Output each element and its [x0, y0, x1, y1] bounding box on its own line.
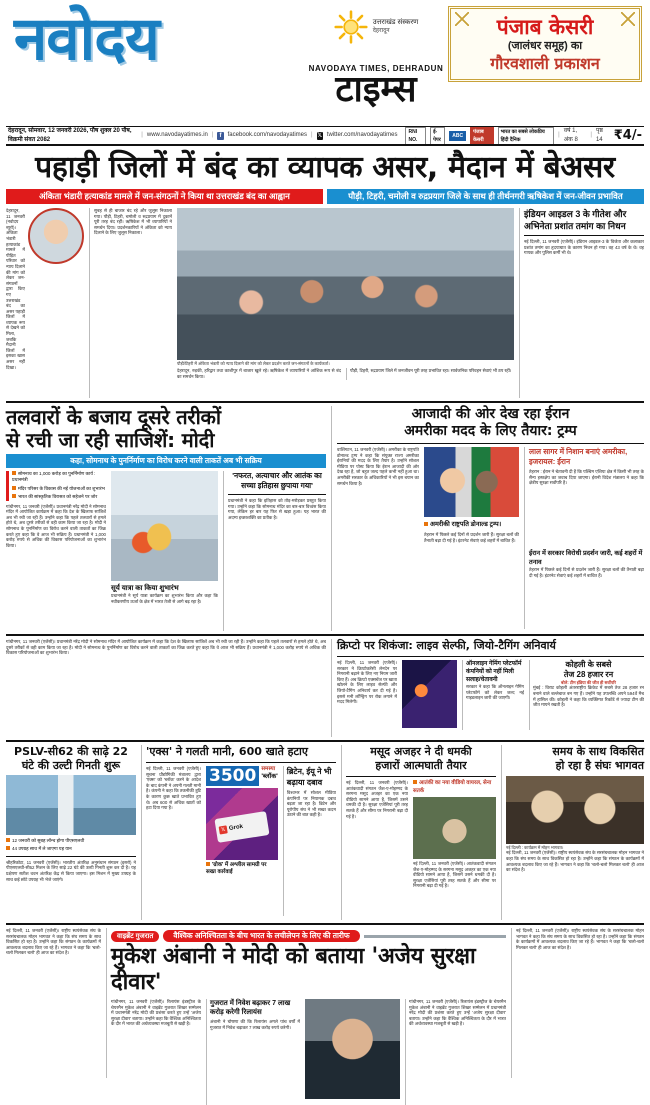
english-title: NAVODAYA TIMES, DEHRADUN [308, 64, 444, 73]
ambani-right-col [511, 928, 644, 1078]
strip-divider-2: | [211, 132, 214, 138]
ambani-photo-col [305, 999, 400, 1105]
strip-divider-1: | [141, 132, 143, 138]
bullet-icon [6, 838, 10, 842]
bhagwat-head-2: हो रहा है संघः भागवत [555, 759, 644, 772]
crypto-text-col [337, 660, 397, 730]
modi-bullet-0: सोमनाथ का 1,000 करोड़ का पुनर्निर्माण कार्य : प्रधानमंत्री [12, 471, 96, 483]
edition-text [373, 18, 419, 36]
modi-kicker: कहा, सोमनाथ के पुनर्निर्माण का विरोध करने वाली ताकतें अब भी सक्रिय [6, 454, 326, 468]
modi-photo-col [111, 471, 218, 631]
bhagwat-body: नई दिल्ली, 11 जनवरी (एजेंसी)। राष्ट्रीय स्वयंसेवक संघ के सरसंघचालक मोहन भागवत ने कहा कि संघ समय के साथ विकसित हो रहा है। उन्होंने कहा कि संगठन के कार्यक्रमों में आवश्यक बदलाव किए जा रहे हैं। भागवत ने कहा कि 'चलो-चलो मिलकर चलो' ही आज का संदेश है। [506, 850, 644, 873]
lead-story-row [6, 208, 644, 398]
modi-body: गांधीनगर, 11 जनवरी (एजेंसी)। प्रधानमंत्री नरेंद्र मोदी ने सोमनाथ मंदिर में आयोजित कार्यक्रम में कहा कि देश के खिलाफ साजिशें अब भी रची जा रही हैं। उन्होंने कहा कि पहले तलवारों से हमले होते थे, अब दूसरे तरीकों से वही काम किया जा रहा है। मोदी ने सोमनाथ के पुनर्निर्माण का विरोध करने वाली ताकतों का जिक्र करते हुए कहा कि वे आज भी सक्रिय हैं। प्रधानमंत्री ने 1,000 करोड़ रुपये से अधिक की विकास परियोजनाओं का शुभारंभ किया। [6, 503, 106, 548]
crypto-headline: क्रिप्टो पर शिकंजा: लाइव सेल्फी, जियो-टैगिंग अनिवार्य [337, 639, 556, 652]
iran-sidebox [524, 447, 644, 629]
tamang-body: नई दिल्ली, 11 जनवरी (एजेंसी)। इंडियन आइडल-3 के विजेता और कलाकार प्रशांत तमांग का हृदयाघात के कारण निधन हो गया। वह 43 वर्ष के थे। वह गायक और पुलिस कर्मी भी थे। [524, 239, 644, 256]
lead-col-2-text [94, 208, 172, 394]
crypto-box [462, 660, 524, 730]
lead-headline: पहाड़ी जिलों में बंद का व्यापक असर, मैदान में बेअसर [35, 150, 615, 185]
masthead-logo-block [6, 6, 304, 72]
masood-content-row [346, 780, 496, 916]
grok-caption: 'ग्रोक' में अश्लील सामग्री पर सख्त कार्रवाई [206, 862, 267, 875]
ambani-main [106, 928, 506, 1078]
masood-azhar-photo [413, 797, 496, 859]
masood-rule [346, 776, 496, 777]
iran-rule [337, 443, 644, 444]
bhagwat-caption: नई दिल्ली : कार्यक्रम में मोहन भागवत। [506, 845, 564, 850]
modi-sidebox-body: प्रधानमंत्री ने कहा कि इतिहास को तोड़-मरोड़कर प्रस्तुत किया गया। उन्होंने कहा कि सोमनाथ मंदिर का बार-बार विध्वंस किया गया, लेकिन हर बार यह फिर से खड़ा हुआ। यह भारत की अदम्य इच्छाशक्ति का प्रतीक है। [228, 498, 326, 520]
modi-sub2-body: प्रधानमंत्री ने सूर्य यात्रा कार्यक्रम का शुभारंभ किया और कहा कि नवीकरणीय ऊर्जा के क्षेत्र में भारत तेजी से आगे बढ़ रहा है। [111, 593, 218, 604]
facebook-link[interactable]: facebook.com/navodayatimes [227, 132, 308, 138]
section-rule-3 [6, 740, 644, 742]
lead-col-1 [6, 208, 84, 398]
modi-lower-filler [6, 639, 326, 737]
ankita-portrait [28, 208, 84, 264]
modi-continued-body: गांधीनगर, 11 जनवरी (एजेंसी)। प्रधानमंत्री नरेंद्र मोदी ने सोमनाथ मंदिर में आयोजित कार्यक्रम में कहा कि देश के खिलाफ साजिशें अब भी रची जा रही हैं। उन्होंने कहा कि पहले तलवारों से हमले होते थे, अब दूसरे तरीकों से वही काम किया जा रहा है। मोदी ने सोमनाथ के पुनर्निर्माण का विरोध करने वाली ताकतों का जिक्र करते हुए कहा कि वे आज भी सक्रिय हैं। प्रधानमंत्री ने 1,000 करोड़ रुपये से अधिक की विकास परियोजनाओं का शुभारंभ किया। [6, 639, 326, 656]
bullet-icon [12, 486, 16, 490]
lead-sub-banners [6, 189, 644, 204]
member-chip: पंजाब केसरी [470, 127, 494, 145]
iran-photo-body: तेहरान में पिछले कई दिनों से प्रदर्शन जारी हैं। सुरक्षा बलों की तैनाती बढ़ा दी गई है। इंटरनेट सेवाएं कई शहरों में बाधित हैं। [424, 532, 519, 543]
xcorp-story [141, 745, 336, 920]
pill-rule [364, 935, 506, 938]
pslv-story [6, 745, 136, 920]
ambani-text-col [111, 999, 201, 1105]
section-rule-2 [6, 634, 644, 636]
masood-head-2: हजारों आत्मघाती तैयार [375, 759, 467, 772]
twitter-link[interactable]: twitter.com/navodayatimes [326, 132, 398, 138]
modi-content-row [6, 471, 326, 631]
ambani-sub-col [206, 999, 300, 1105]
iran-photo-col [424, 447, 519, 629]
modi-sub2-head: सूर्य यात्रा का किया शुभारंभ [111, 585, 179, 592]
masthead-info-strip [6, 126, 644, 146]
ambani-body: गांधीनगर, 11 जनवरी (एजेंसी)। रिलायंस इंडस्ट्रीज के चेयरमैन मुकेश अंबानी ने वाइब्रेंट गुजरात शिखर सम्मेलन में प्रधानमंत्री नरेंद्र मोदी की प्रशंसा करते हुए उन्हें 'अजेय सुरक्षा दीवार' बताया। उन्होंने कहा कि वैश्विक अनिश्चितता के दौर में भारत की अर्थव्यवस्था मजबूती से खड़ी है। [111, 999, 201, 1027]
somnath-trident-photo [111, 471, 218, 581]
ambani-row [6, 928, 644, 1078]
ambani-right-body: नई दिल्ली, 11 जनवरी (एजेंसी)। राष्ट्रीय स्वयंसेवक संघ के सरसंघचालक मोहन भागवत ने कहा कि संघ समय के साथ विकसित हो रहा है। उन्होंने कहा कि संगठन के कार्यक्रमों में आवश्यक बदलाव किए जा रहे हैं। भागवत ने कहा कि 'चलो-चलो मिलकर चलो' ही आज का संदेश है। [516, 928, 644, 950]
modi-bullet-1: मंदिर परिसर के विकास की नई योजनाओं का शुभारंभ [12, 486, 106, 492]
kohli-head-1: कोहली के सबसे [565, 660, 612, 669]
bullet-icon [424, 522, 428, 526]
website-link[interactable]: www.navodayatimes.in [146, 132, 208, 138]
masthead [6, 0, 644, 126]
mukesh-ambani-photo [305, 999, 400, 1099]
xcorp-box-head: ब्रिटेन, ईयू ने भी बढ़ाया दबाव [286, 767, 332, 787]
stat-label-top: समस्या [261, 766, 276, 772]
grok-card [214, 811, 269, 843]
strip-divider-3: | [311, 132, 313, 138]
ambani-filler-body: नई दिल्ली, 11 जनवरी (एजेंसी)। राष्ट्रीय स्वयंसेवक संघ के सरसंघचालक मोहन भागवत ने कहा कि संघ समय के साथ विकसित हो रहा है। उन्होंने कहा कि संगठन के कार्यक्रमों में आवश्यक बदलाव किए जा रहे हैं। भागवत ने कहा कि 'चलो-चलो मिलकर चलो' ही आज का संदेश है। [6, 928, 101, 956]
group-chip: भारत का सबसे लोकप्रिय हिंदी दैनिक [498, 127, 555, 145]
strip-divider-5: | [590, 132, 592, 138]
iran-box-body: तेहरान : ईरान ने चेतावनी दी है कि पश्चिम एशिया क्षेत्र में किसी भी तरह के सैन्य हस्तक्षेप का जवाब दिया जाएगा। ईरानी विदेश मंत्रालय ने कहा कि क्षेत्रीय सुरक्षा सर्वोपरि है। [529, 469, 644, 486]
protest-photo [177, 208, 514, 360]
lead-foot-2: पौड़ी, टिहरी, रुद्रप्रयाग जिले में जनजीवन पूरी तरह प्रभावित रहा। सार्वजनिक परिवहन सेवाएं भी ठप रहीं। [346, 368, 514, 379]
modi-sidebox-rule [228, 494, 326, 495]
masthead-center-block [304, 6, 448, 109]
xcorp-text-col [146, 766, 201, 916]
masood-story [341, 745, 496, 920]
bullet-icon [12, 494, 16, 498]
punjab-kesari-box [448, 6, 642, 82]
epaper-chip[interactable]: ई-पेपर [430, 127, 445, 145]
kohli-story [529, 660, 644, 730]
masood-body: नई दिल्ली, 11 जनवरी (एजेंसी)। आतंकवादी संगठन जैश-ए-मोहम्मद के सरगना मसूद अजहर का एक नया वीडियो सामने आया है, जिसमें उसने धमकी दी है। सुरक्षा एजेंसियां पूरी तरह सतर्क हैं और सीमा पर निगरानी बढ़ा दी गई है। [346, 780, 408, 819]
facebook-icon[interactable]: f [217, 132, 223, 140]
iran-headline-line-2: अमरीका मदद के लिए तैयार: ट्रम्प [404, 423, 577, 439]
iran-text-col [337, 447, 419, 629]
masood-photo-col [413, 780, 496, 916]
bhagwat-head-1: समय के साथ विकसित [552, 745, 644, 758]
masood-kicker: आतंकी का नया वीडियो वायरल, सेना सतर्क [413, 780, 492, 794]
place-date: देहरादून, सोमवार, 12 जनवरी 2026, पौष शुक्ल 20 पौष, विक्रमी संवत 2082 [8, 127, 132, 143]
modi-bullet-2: भारत की सांस्कृतिक विरासत को सहेजने पर जोर [12, 494, 106, 500]
iran-body: वाशिंगटन, 11 जनवरी (एजेंसी)। अमरीका के राष्ट्रपति डोनाल्ड ट्रम्प ने कहा कि संयुक्त राज्य अमरीका ईरानियों की मदद के लिए तैयार है। उन्होंने सोशल मीडिया पर पोस्ट किया कि ईरान आजादी की ओर देख रहा है, जो बहुत जल्द पहले कभी नहीं हुआ था। अमरीकी सरकार के अधिकारियों ने भी इस बयान का समर्थन किया है। [337, 447, 419, 486]
iran-content-row [337, 447, 644, 629]
volume-text: वर्ष 1, अंक 8 [563, 127, 578, 143]
twitter-icon[interactable]: 𝕏 [317, 132, 323, 139]
pslv-bullet-0: 12 जनवरी को सुबह लॉन्च होगा पीएसएलवी [6, 838, 136, 844]
abc-chip: ABC [449, 131, 466, 141]
iran-side-body: तेहरान में पिछले कई दिनों से प्रदर्शन जारी हैं। सुरक्षा बलों की तैनाती बढ़ा दी गई है। इंटरनेट सेवाएं कई शहरों में बाधित हैं। [529, 567, 644, 578]
strip-divider-4: | [558, 132, 560, 138]
pslv-bullets [6, 838, 136, 853]
crypto-kohli-row [6, 639, 644, 737]
masood-extra-body: नई दिल्ली, 11 जनवरी (एजेंसी)। आतंकवादी संगठन जैश-ए-मोहम्मद के सरगना मसूद अजहर का एक नया वीडियो सामने आया है, जिसमें उसने धमकी दी है। सुरक्षा एजेंसियां पूरी तरह सतर्क हैं और सीमा पर निगरानी बढ़ा दी गई है। [413, 861, 496, 889]
rni-chip: RNI NO. [405, 127, 426, 145]
xcorp-box [283, 766, 336, 916]
crypto-box-body: सरकार ने कहा कि ऑनलाइन गेमिंग प्लेटफॉर्म को लेकर जल्द नई गाइडलाइन जारी की जाएगी। [466, 684, 524, 701]
edition-line-2: देहरादून [372, 28, 390, 34]
ambani-extra-body: गांधीनगर, 11 जनवरी (एजेंसी)। रिलायंस इंडस्ट्रीज के चेयरमैन मुकेश अंबानी ने वाइब्रेंट गुजरात शिखर सम्मेलन में प्रधानमंत्री नरेंद्र मोदी की प्रशंसा करते हुए उन्हें 'अजेय सुरक्षा दीवार' बताया। उन्होंने कहा कि वैश्विक अनिश्चितता के दौर में भारत की अर्थव्यवस्था मजबूती से खड़ी है। [409, 999, 506, 1027]
pslv-body: श्रीहरिकोटा, 11 जनवरी (एजेंसी)। भारतीय अंतरिक्ष अनुसंधान संगठन (इसरो) ने पीएसएलवी-सी62 मिशन के लिए साढ़े 22 घंटे की उल्टी गिनती शुरू कर दी है। यह प्रक्षेपण सतीश धवन अंतरिक्ष केंद्र से किया जाएगा। इस मिशन में मुख्य उपग्रह के साथ कई छोटे उपग्रह भी भेजे जाएंगे। [6, 859, 136, 882]
modi-bullets [6, 471, 106, 501]
ambani-pill-row [111, 930, 506, 942]
grok-photo [206, 788, 278, 860]
pslv-head-1: PSLV-सी62 की साढ़े 22 [14, 745, 128, 758]
pages-text: पृष्ठ 14 [595, 127, 603, 143]
grok-brand-label: Grok [228, 824, 244, 833]
lead-foot-row [177, 368, 514, 379]
kesari-line-3: गौरवशाली प्रकाशन [490, 54, 600, 73]
lead-sub-red: अंकिता भंडारी हत्याकांड मामले में जन-संगठनों ने किया था उत्तराखंड बंद का आह्वान [6, 189, 323, 204]
xcorp-box-body: विश्वभर में सोशल मीडिया कंपनियों पर नियामक दबाव बढ़ता जा रहा है। ब्रिटेन और यूरोपीय संघ ने भी सख्त कदम उठाने की बात कही है। [286, 790, 336, 818]
modi-headline-line-1: तलवारों के बजाय दूसरे तरीकों [6, 405, 221, 429]
modi-story [6, 406, 326, 631]
lead-body-1: देहरादून, 11 जनवरी (नवोदय ब्यूरो)। अंकिता भंडारी हत्याकांड मामले में पीड़ित परिवार को न्याय दिलाने की मांग को लेकर जन-संगठनों द्वारा किए गए उत्तराखंड बंद का असर पहाड़ी जिलों में व्यापक रूप से देखने को मिला, जबकि मैदानी जिलों में इसका खास असर नहीं दिखा। [6, 208, 25, 370]
ambani-sub-body: अंबानी ने घोषणा की कि रिलायंस अगले पांच वर्षों में गुजरात में निवेश बढ़ाकर 7 लाख करोड़ रुपये करेगी। [210, 1019, 300, 1030]
x-logo-icon: 𝕏 [219, 826, 228, 835]
bullet-icon [12, 471, 16, 475]
kohli-body: मुंबई : विराट कोहली अंतरराष्ट्रीय क्रिकेट में सबसे तेज 28 हजार रन बनाने वाले बल्लेबाज बन गए हैं। उन्होंने यह उपलब्धि अपने 594वें मैच में हासिल की। कोहली ने कहा कि व्यक्तिगत रिकॉर्ड से ज्यादा टीम की जीत मायने रखती है। [533, 685, 644, 708]
ambani-left-filler [6, 928, 101, 1078]
crypto-photo-col [402, 660, 457, 730]
rightcol-top [519, 208, 644, 398]
xcorp-headline: 'एक्स' ने गलती मानी, 600 खाते हटाए [146, 745, 308, 758]
modi-iran-row [6, 406, 644, 631]
xcorp-stat-row [206, 766, 278, 786]
pslv-bullet-1: 44 उपग्रह साथ में ले जाएगा यह यान [6, 846, 136, 852]
kohli-sub: बोले: टीम इंडिया की जीत ही सर्वोपरि [561, 680, 616, 685]
modi-left-col [6, 471, 106, 631]
bhagwat-photo [506, 776, 644, 844]
protest-photo-caption: पौड़ी/टिहरी में अंकिता भंडारी को न्याय दिलाने की मांग को लेकर प्रदर्शन करते जन-संगठनों के कार्यकर्ता। [177, 361, 330, 366]
bullet-icon [206, 862, 210, 866]
xcorp-content-row [146, 766, 336, 916]
crypto-story [331, 639, 644, 737]
ambani-pill: वैश्विक अनिश्चितता के बीच भारत के लचीलेपन के लिए की तारीफ [163, 930, 359, 942]
bottom-news-row [6, 745, 644, 920]
xcorp-body: नई दिल्ली, 11 जनवरी (एजेंसी)। सूचना प्रौद्योगिकी मंत्रालय द्वारा 'एक्स' को 'ब्लॉक' करने के आदेश के बाद कंपनी ने अपनी गलती मानी है। कंपनी ने कहा कि तकनीकी त्रुटि के कारण कुछ खाते प्रभावित हुए थे। अब 600 से अधिक खातों को हटा दिया गया है। [146, 766, 201, 811]
lead-sub-blue: पौड़ी, टिहरी, चमोली व रुद्रप्रयाग जिले के साथ ही तीर्थनगरी ऋषिकेश में जन-जीवन प्रभावित [327, 189, 644, 204]
bullet-icon [6, 846, 10, 850]
stat-label-bottom: 'ब्लॉक' [261, 773, 278, 780]
ambani-headline: मुकेश अंबानी ने मोदी को बताया 'अजेय सुरक्षा दीवार' [111, 944, 476, 995]
logo-times: टाइम्स [335, 69, 417, 110]
iran-box-head: लाल सागर में निशान बनाएं अमरीका, इजरायल: ईरान [529, 447, 628, 466]
trump-khamenei-photo [424, 447, 519, 517]
rightcol-rule [524, 235, 644, 236]
crypto-rule [337, 656, 644, 657]
iran-photo-caption: अमरीकी राष्ट्रपति डोनाल्ड ट्रम्प। [424, 519, 519, 530]
kesari-line-1: पंजाब केसरी [496, 15, 594, 39]
edition-row [304, 10, 448, 44]
crypto-content-row [337, 660, 644, 730]
edition-line-1: उत्तराखंड संस्करण [372, 19, 419, 26]
ambani-extra-col [405, 999, 506, 1105]
crypto-box-head: ऑनलाइन गेमिंग प्लेटफॉर्म कंपनियों को नहीं मिली सलाह/चेतावनी [466, 661, 522, 683]
xcorp-stat-number: 3500 [206, 766, 259, 786]
modi-sidebox-head: 'नफरत, अत्याचार और आतंक का सच्चा इतिहास छुपाया गया' [232, 471, 322, 490]
bitcoin-photo [402, 660, 457, 728]
kesari-line-2: (जालंधर समूह) का [507, 40, 583, 52]
price-text: ₹4/- [613, 128, 642, 143]
sun-icon [334, 10, 368, 44]
iran-headline-line-1: आजादी की ओर देख रहा ईरान [411, 406, 570, 422]
crypto-body: नई दिल्ली, 11 जनवरी (एजेंसी)। सरकार ने क्रिप्टोकरेंसी लेनदेन पर निगरानी बढ़ाने के लिए नए नियम जारी किए हैं। अब क्रिप्टो एक्सचेंज पर खाता खोलने के लिए लाइव सेल्फी और जियो-टैगिंग अनिवार्य कर दी गई है। इससे मनी लॉन्ड्रिंग पर रोक लगाने में मदद मिलेगी। [337, 660, 397, 705]
lead-col-1-text [6, 208, 25, 394]
tamang-headline: इंडियन आइडल 3 के गीतेश और अभिनेता प्रशांत तमांग का निधन [524, 209, 627, 231]
ambani-content-row [111, 999, 506, 1105]
ambani-sub-head: गुजरात में निवेश बढ़ाकर 7 लाख करोड़ करेगी रिलायंस [210, 1000, 291, 1016]
iran-story [331, 406, 644, 631]
lead-body-2: सुबह से ही बाजार बंद रहे और जुलूस निकाला गया। पौड़ी, टिहरी, चमोली व रुद्रप्रयाग में दुकानें पूरी तरह बंद रहीं। ऋषिकेश में भी व्यापारियों ने समर्थन दिया। प्रदर्शनकारियों ने अंकिता को न्याय दिलाने के लिए जुलूस निकाला। [94, 208, 172, 236]
iran-side-head: ईरान में सरकार विरोधी प्रदर्शन जारी, कई शहरों में तनाव [529, 550, 643, 566]
pslv-head-2: घंटे की उल्टी गिनती शुरू [21, 759, 121, 772]
lead-foot-1: देहरादून, रुड़की, हरिद्वार तथा काशीपुर में बाजार खुले रहे। ऋषिकेश में व्यापारियों ने आंशिक रूप से बंद का समर्थन किया। [177, 368, 341, 379]
logo-hindi: नवोदय [14, 4, 159, 74]
ambani-tag: वाइब्रेंट गुजरात [111, 931, 159, 942]
kohli-head-2: तेज 28 हजार रन [563, 670, 614, 679]
section-rule-1 [6, 401, 644, 403]
bullet-icon [413, 780, 417, 784]
lead-photo-col [177, 208, 514, 398]
pslv-rocket-photo [6, 775, 136, 835]
pslv-rule [6, 856, 136, 857]
section-rule-4 [6, 923, 644, 925]
modi-sidebox [223, 471, 326, 631]
masood-head-1: मसूद अजहर ने दी धमकी [370, 745, 472, 758]
masthead-right-block [448, 6, 644, 82]
masood-text-col [346, 780, 408, 916]
xcorp-stat-label [261, 766, 277, 780]
xcorp-stat-col [206, 766, 278, 916]
modi-headline-line-2: से रची जा रही साजिशें: मोदी [6, 428, 215, 452]
lead-col-2 [89, 208, 172, 398]
xcorp-rule [146, 762, 336, 763]
bhagwat-story [501, 745, 644, 920]
